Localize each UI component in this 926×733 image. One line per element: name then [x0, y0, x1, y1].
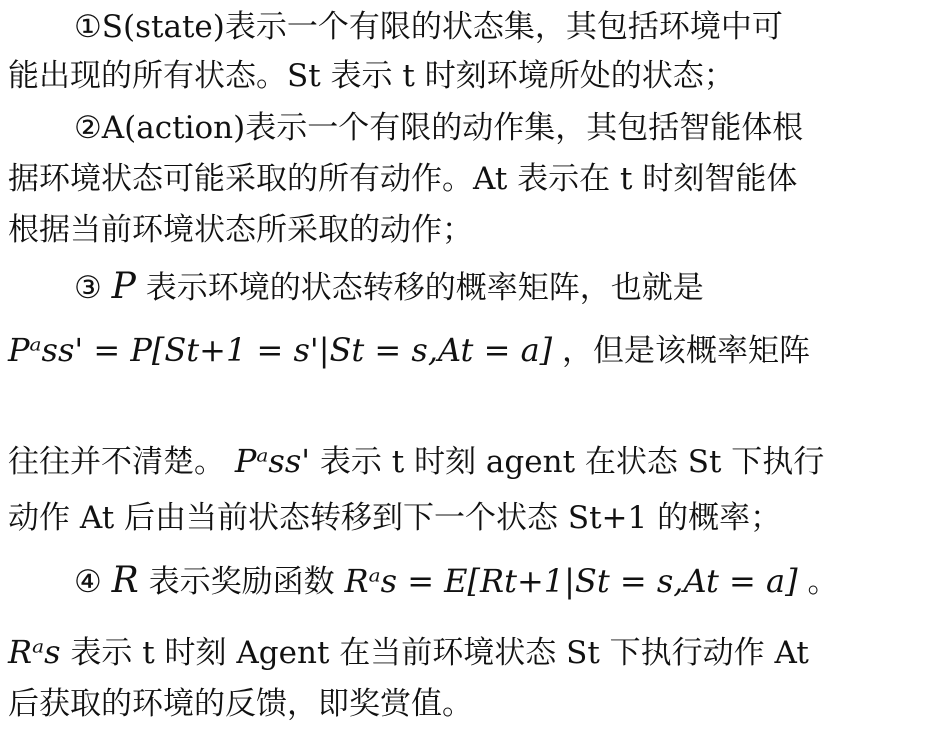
transition-probability-formula: Pᵃss' = P[St+1 = s'|St = s,At = a]	[8, 331, 553, 369]
paragraph-3-text-3a: 往往并不清楚。	[8, 444, 225, 480]
paragraph-4-line-1	[74, 562, 918, 601]
paragraph-2-text-2: 据环境状态可能采取的所有动作。At 表示在 t 时刻智能体	[8, 161, 798, 197]
paragraph-2-line-1	[74, 109, 918, 147]
paragraph-1-text-1: ①S(state)表示一个有限的状态集，其包括环境中可	[74, 9, 783, 45]
paragraph-3-line-1	[74, 268, 918, 307]
reward-symbol-inline: Rᵃs	[8, 633, 61, 671]
paragraph-4-text-1: 表示奖励函数	[148, 564, 335, 600]
paragraph-3-line-4	[8, 499, 918, 537]
paragraph-4-line-3	[8, 685, 918, 723]
paragraph-3-text-1: 表示环境的状态转移的概率矩阵，也就是	[145, 270, 704, 306]
paragraph-4-line-2	[8, 633, 918, 672]
paragraph-4-text-2: 表示 t 时刻 Agent 在当前环境状态 St 下执行动作 At	[70, 635, 809, 671]
paragraph-3-text-4: 动作 At 后由当前状态转移到下一个状态 St+1 的概率；	[8, 500, 782, 536]
paragraph-2-text-1: ②A(action)表示一个有限的动作集，其包括智能体根	[74, 110, 804, 146]
paragraph-4-text-3: 后获取的环境的反馈，即奖赏值。	[8, 686, 473, 722]
reward-function-formula: Rᵃs = E[Rt+1|St = s,At = a]	[344, 562, 798, 600]
paragraph-2-text-3: 根据当前环境状态所采取的动作；	[8, 212, 473, 248]
paragraph-1-line-2	[8, 57, 918, 95]
paragraph-2-line-3	[8, 211, 918, 249]
paragraph-3-line-2	[8, 331, 918, 370]
transition-symbol: P	[111, 266, 136, 307]
reward-symbol: R	[111, 560, 139, 601]
paragraph-1-text-2: 能出现的所有状态。St 表示 t 时刻环境所处的状态；	[8, 58, 735, 94]
paragraph-2-line-2	[8, 160, 918, 198]
paragraph-3-prefix: ③	[74, 270, 102, 306]
paragraph-3-text-2: ，但是该概率矩阵	[561, 333, 810, 369]
transition-probability-symbol: Pᵃss'	[234, 442, 311, 480]
paragraph-3-text-3b: 表示 t 时刻 agent 在状态 St 下执行	[319, 444, 825, 480]
paragraph-3-line-3	[8, 442, 918, 481]
paragraph-4-prefix: ④	[74, 564, 102, 600]
paragraph-1-line-1	[74, 8, 918, 46]
paragraph-4-suffix: 。	[807, 564, 839, 600]
